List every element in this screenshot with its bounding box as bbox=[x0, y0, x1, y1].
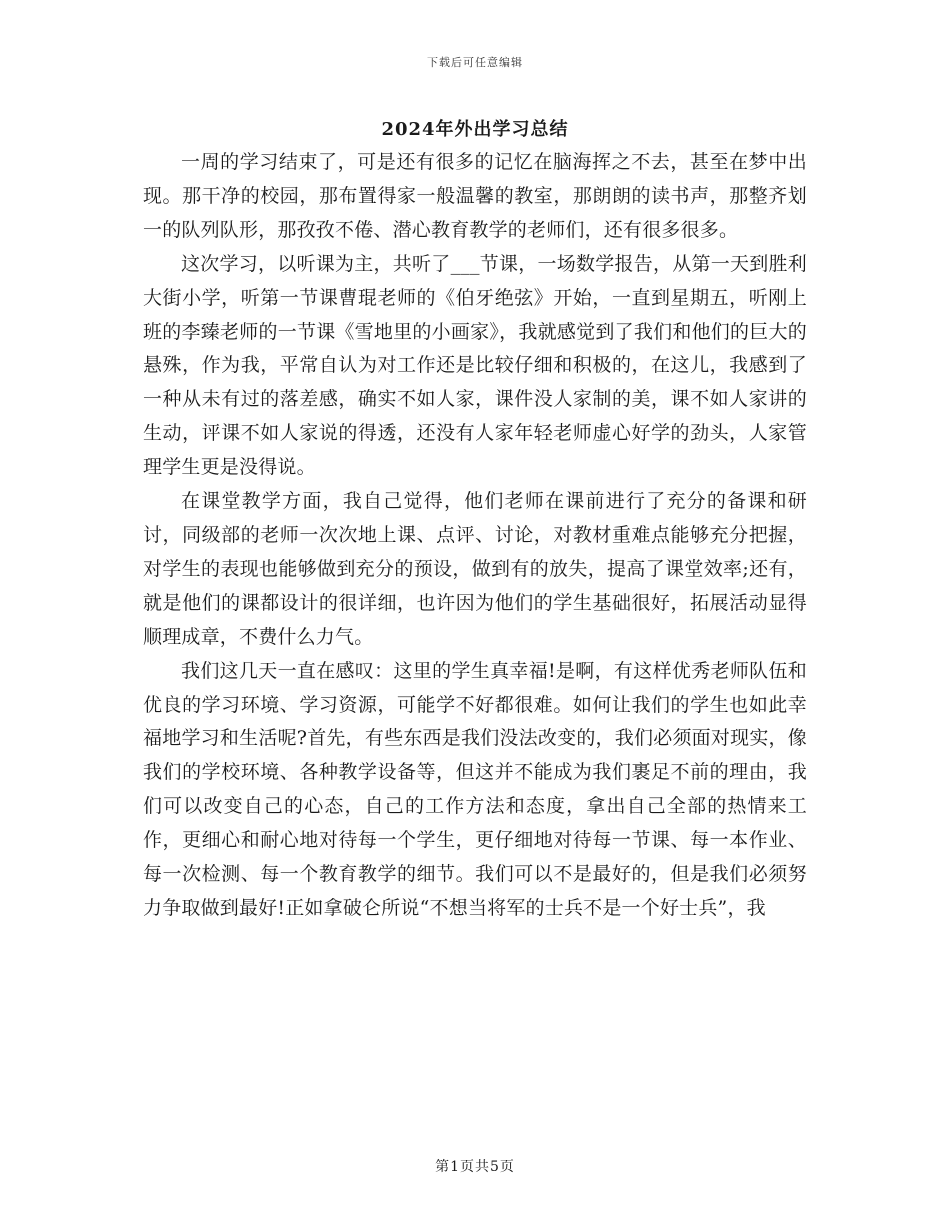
paragraph-1: 一周的学习结束了，可是还有很多的记忆在脑海挥之不去，甚至在梦中出现。那干净的校园，那布置得家一般温馨的教室，那朗朗的读书声，那整齐划一的队列队形，那孜孜不倦、潜心教育教学的老师们，还有很多很多。 bbox=[143, 151, 807, 241]
page-number: 第1页共5页 bbox=[435, 1159, 515, 1175]
document-title: 2024年外出学习总结 bbox=[381, 119, 569, 140]
paragraph-2: 这次学习，以听课为主，共听了___节课，一场数学报告，从第一天到胜利大街小学，听第一节课曹琨老师的《伯牙绝弦》开始，一直到星期五，听刚上班的李臻老师的一节课《雪地里的小画家》，我就感觉到了我们和他们的巨大的悬殊，作为我，平常自认为对工作还是比较仔细和积极的，在这儿，我感到了一种从未有过的落差感，确实不如人家，课件没人家制的美，课不如人家讲的生动，评课不如人家说的得透，还没有人家年轻老师虚心好学的劲头，人家管理学生更是没得说。 bbox=[143, 252, 807, 479]
header-note: 下载后可任意编辑 bbox=[427, 56, 523, 69]
document-body bbox=[143, 146, 807, 926]
paragraph-4: 我们这几天一直在感叹：这里的学生真幸福!是啊，有这样优秀老师队伍和优良的学习环境、学习资源，可能学不好都很难。如何让我们的学生也如此幸福地学习和生活呢?首先，有些东西是我们没法改变的，我们必须面对现实，像我们的学校环境、各种教学设备等，但这并不能成为我们裹足不前的理由，我们可以改变自己的心态，自己的工作方法和态度，拿出自己全部的热情来工作，更细心和耐心地对待每一个学生，更仔细地对待每一节课、每一本作业、每一次检测、每一个教育教学的细节。我们可以不是最好的，但是我们必须努力争取做到最好!正如拿破仑所说“不想当将军的士兵不是一个好士兵”，我 bbox=[143, 659, 807, 919]
paragraph-3: 在课堂教学方面，我自己觉得，他们老师在课前进行了充分的备课和研讨，同级部的老师一次次地上课、点评、讨论，对教材重难点能够充分把握，对学生的表现也能够做到充分的预设，做到有的放失，提高了课堂效率;还有，就是他们的课都设计的很详细，也许因为他们的学生基础很好，拓展活动显得顺理成章，不费什么力气。 bbox=[143, 490, 807, 648]
